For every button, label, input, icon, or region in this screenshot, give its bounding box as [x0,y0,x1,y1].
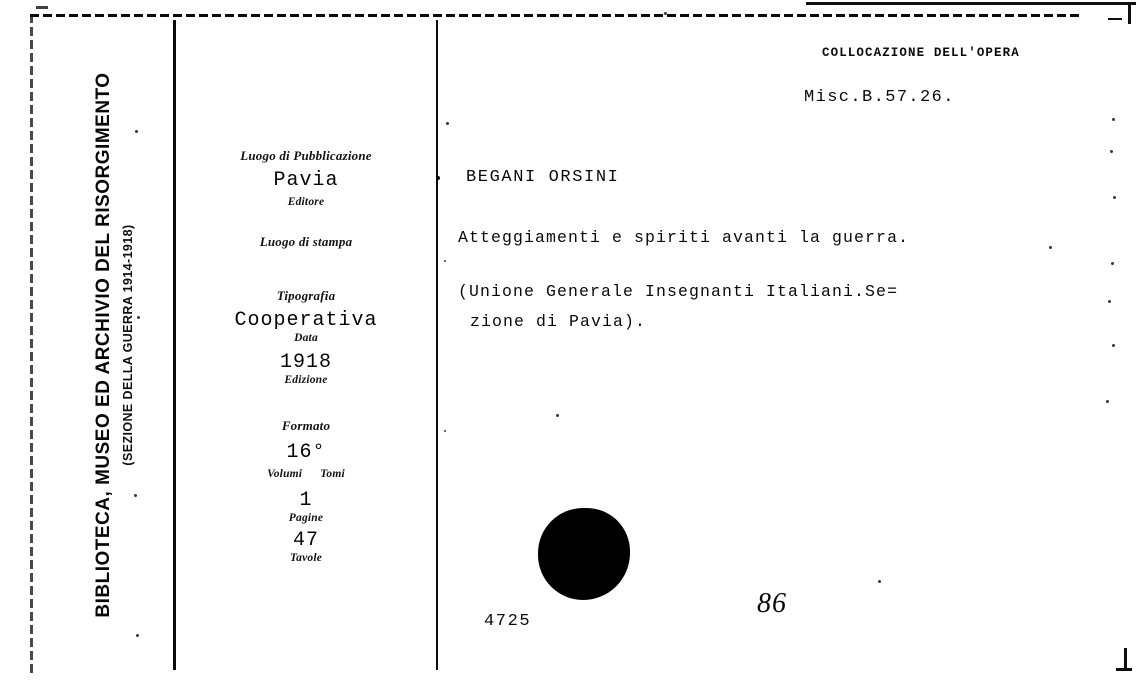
scan-speck [1108,300,1111,303]
card-top-border [30,14,1080,17]
volumes-label: Volumi [267,468,303,480]
metadata-column [176,20,438,670]
pages-label: Pagine [288,512,324,524]
tomes-label: Tomi [320,468,345,480]
institution-title: BIBLIOTECA, MUSEO ED ARCHIVIO DEL RISORGIMENTO [93,72,114,618]
date-label: Data [294,332,318,344]
title-line-3: zione di Pavia). [470,312,647,331]
scan-speck [1113,196,1116,199]
author-bullet-icon [436,176,440,180]
institution-panel [55,20,176,670]
place-value: Pavia [273,169,339,192]
institution-subtitle: (SEZIONE DELLA GUERRA 1914-1918) [121,224,135,466]
scan-speck [444,430,446,432]
scan-speck [664,12,667,15]
edge-mark-2 [1124,648,1127,670]
title-line-1: Atteggiamenti e spiriti avanti la guerra. [458,228,910,247]
publisher-label: Editore [287,196,325,208]
shelfmark-value: Misc.B.57.26. [804,88,955,107]
ink-blot-stamp [538,508,630,600]
format-value: 16° [286,441,326,464]
scan-speck [1111,262,1114,265]
scan-speck [1112,118,1115,121]
edge-mark-1 [1108,18,1122,20]
printer-label: Tipografia [276,288,336,303]
edge-mark-3 [1116,668,1132,671]
author-name: BEGANI ORSINI [466,168,620,187]
scan-speck [1106,400,1109,403]
top-right-rule [806,2,1136,5]
card-left-border [30,14,33,674]
place-label: Luogo di Pubblicazione [240,148,372,163]
title-line-2: (Unione Generale Insegnanti Italiani.Se= [458,282,899,301]
scan-speck [446,122,449,125]
format-label: Formato [281,418,331,433]
plates-label: Tavole [289,552,323,564]
scan-speck [1112,344,1115,347]
date-value: 1918 [279,351,332,374]
right-edge-tick [1128,4,1131,24]
edition-label: Edizione [284,374,328,386]
scan-speck [878,580,881,583]
scan-speck [1049,246,1052,249]
scan-speck [556,414,559,417]
printer-value: Cooperativa [234,309,378,332]
scan-speck [444,260,446,262]
inventory-number: 4725 [484,612,532,631]
collocation-label: COLLOCAZIONE DELL'OPERA [822,46,1020,60]
pages-value: 47 [292,529,319,552]
volumes-value: 1 [299,489,313,512]
scan-speck [1110,150,1113,153]
edge-mark-4 [36,6,48,9]
print-place-label: Luogo di stampa [259,234,353,249]
handwritten-number: 86 [757,588,787,619]
